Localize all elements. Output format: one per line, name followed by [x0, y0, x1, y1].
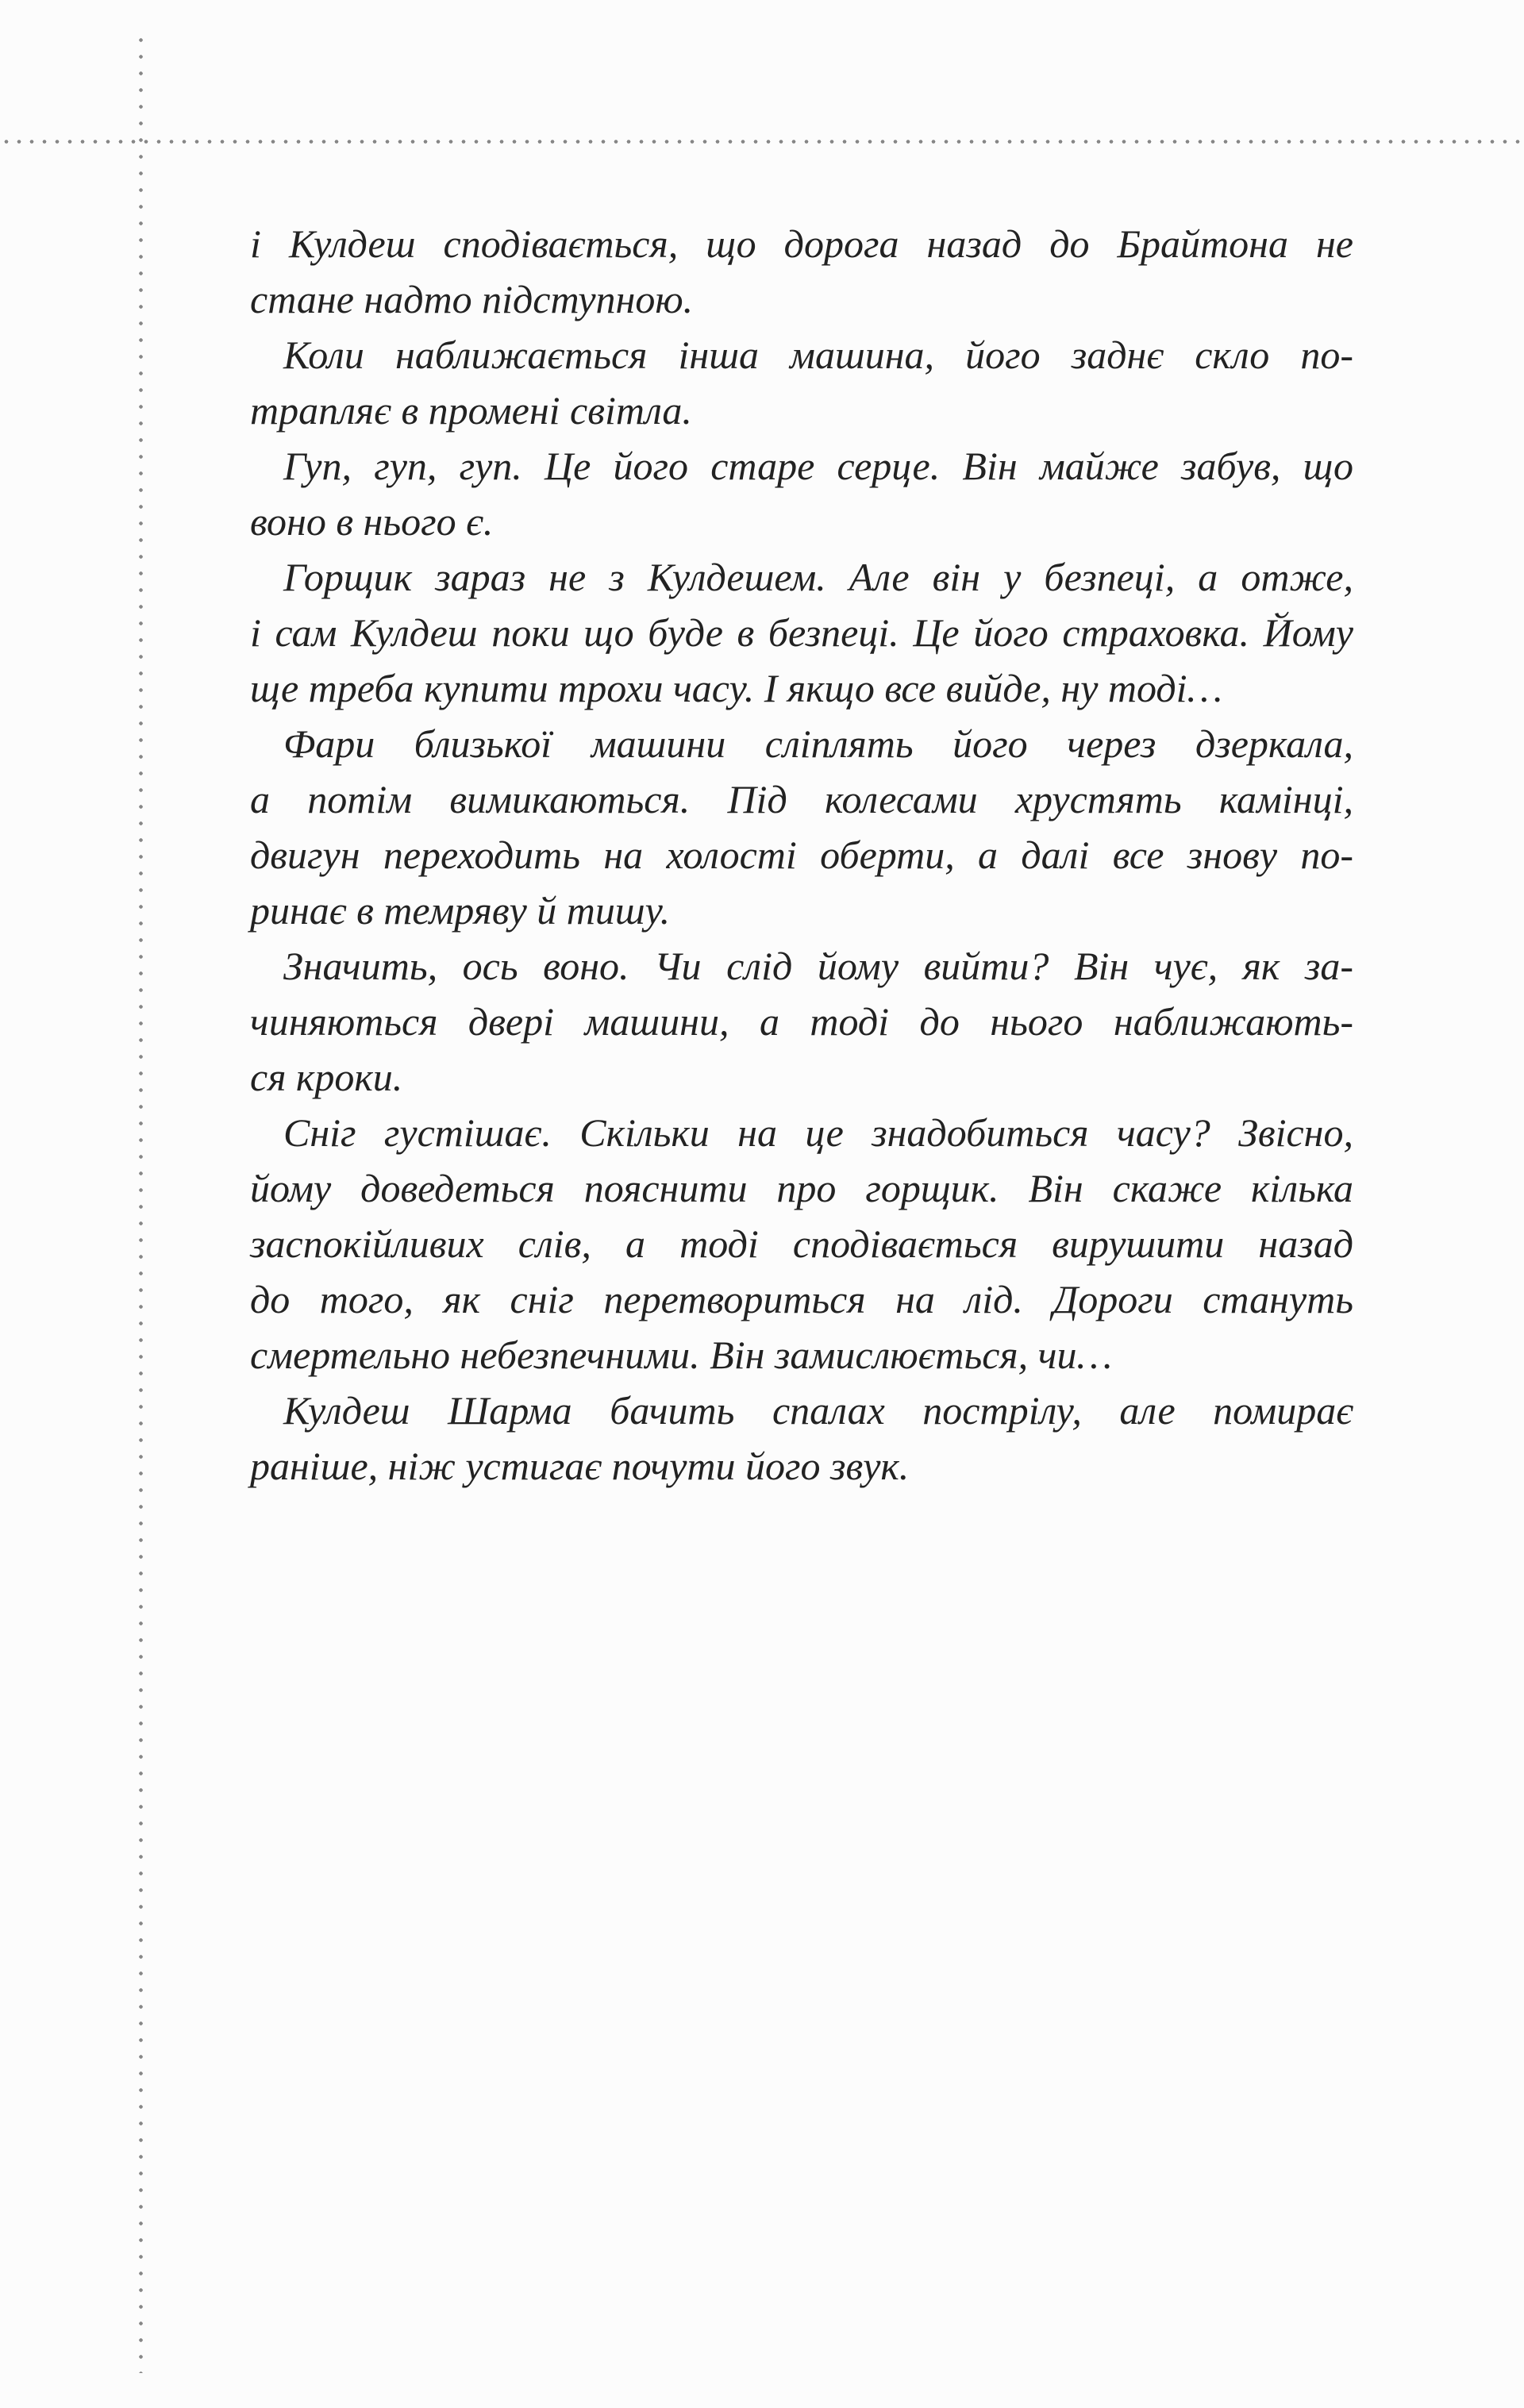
paragraph: [250, 216, 1353, 327]
paragraph: [250, 1105, 1353, 1383]
text-line: заспокійливих слів, а тоді сподівається вирушити назад: [250, 1221, 1353, 1266]
text-line: Горщик зараз не з Кулдешем. Але він у безпеці, а отже,: [283, 555, 1353, 599]
paragraph: [250, 938, 1353, 1105]
text-line: чиняються двері машини, а тоді до нього наближають-: [250, 999, 1353, 1044]
text-line: до того, як сніг перетвориться на лід. Дороги стануть: [250, 1277, 1353, 1321]
text-line: раніше, ніж устигає почути його звук.: [250, 1444, 910, 1488]
text-line: і Кулдеш сподівається, що дорога назад до Брайтона не: [250, 221, 1353, 266]
text-line: Кулдеш Шарма бачить спалах пострілу, але помирає: [283, 1388, 1353, 1433]
dotted-vertical-rule: [138, 32, 144, 2373]
text-line: ще треба купити трохи часу. І якщо все вийде, ну тоді…: [250, 666, 1222, 710]
text-line: йому доведеться пояснити про горщик. Він скаже кілька: [250, 1166, 1353, 1210]
text-line: ся кроки.: [250, 1055, 403, 1099]
paragraph: [250, 716, 1353, 938]
text-line: стане надто підступною.: [250, 277, 694, 321]
paragraph: [250, 327, 1353, 438]
text-line: воно в нього є.: [250, 499, 494, 544]
text-line: ринає в темряву й тишу.: [250, 888, 671, 933]
text-line: і сам Кулдеш поки що буде в безпеці. Це його страховка. Йому: [250, 610, 1353, 655]
text-line: Фари близької машини сліплять його через дзеркала,: [283, 721, 1353, 766]
paragraph: [250, 549, 1353, 716]
body-text: [250, 216, 1353, 1494]
text-line: Значить, ось воно. Чи слід йому вийти? Він чує, як за-: [283, 944, 1353, 988]
text-line: а потім вимикаються. Під колесами хрустять камінці,: [250, 777, 1353, 821]
dotted-horizontal-rule: [0, 139, 1524, 144]
paragraph: [250, 1383, 1353, 1494]
text-line: смертельно небезпечними. Він замислюється, чи…: [250, 1333, 1112, 1377]
text-line: Гуп, гуп, гуп. Це його старе серце. Він майже забув, що: [283, 444, 1353, 488]
paragraph: [250, 438, 1353, 549]
text-line: трапляє в промені світла.: [250, 388, 692, 433]
text-line: двигун переходить на холості оберти, а далі все знову по-: [250, 833, 1353, 877]
text-line: Сніг густішає. Скільки на це знадобиться часу? Звісно,: [283, 1110, 1353, 1155]
text-line: Коли наближається інша машина, його заднє скло по-: [283, 333, 1353, 377]
